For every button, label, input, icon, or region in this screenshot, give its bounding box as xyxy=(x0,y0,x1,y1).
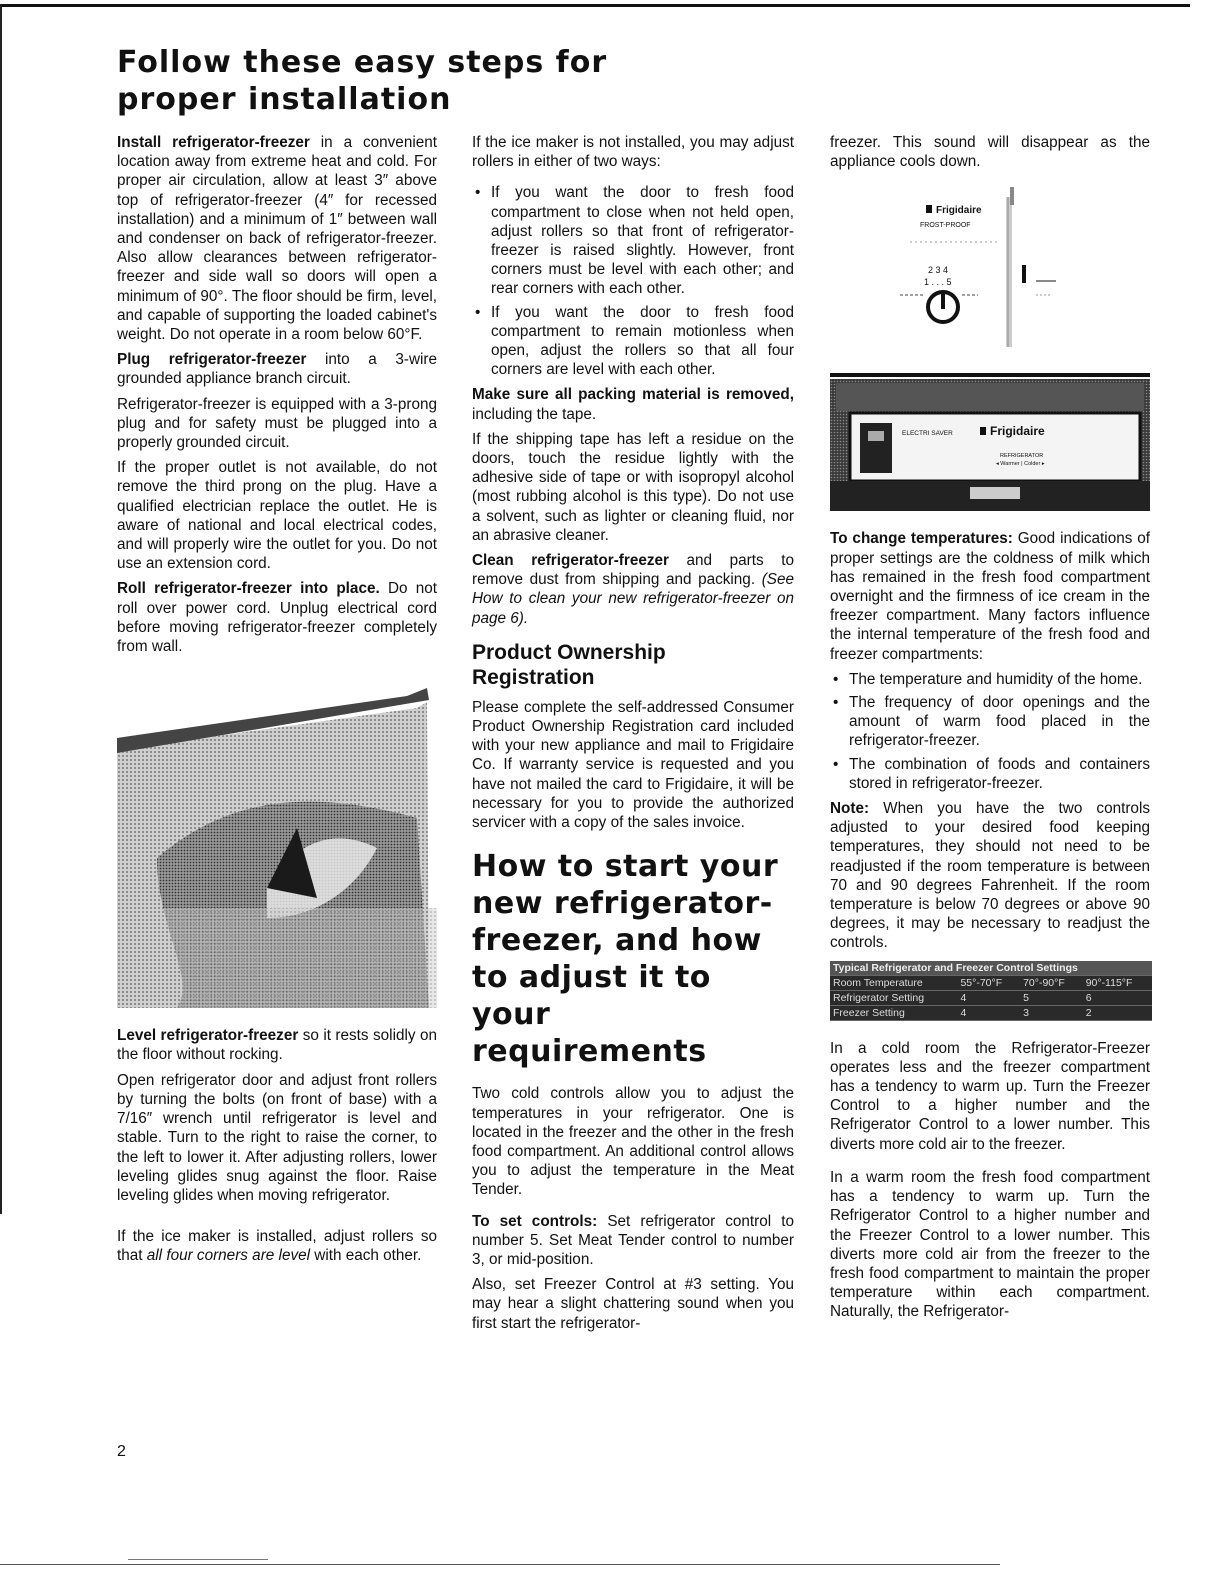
table-cell: Refrigerator Setting xyxy=(830,990,957,1005)
table-row xyxy=(830,975,1152,990)
page-title xyxy=(117,44,717,118)
hand-wrench-illustration xyxy=(117,678,437,1008)
table-cell: 4 xyxy=(957,1005,1020,1020)
plug-paragraph xyxy=(117,350,437,388)
note-paragraph xyxy=(830,799,1150,953)
start-heading-line-3: freezer, and how xyxy=(472,923,762,959)
ice-text: If the ice maker is installed, adjust rollers so that xyxy=(117,1228,437,1265)
install-paragraph xyxy=(117,133,437,344)
plug-lead: Plug refrigerator-freezer xyxy=(117,351,307,369)
set-controls-text: Set refrigerator control to number 5. Set Meat Tender control to number 3, or mid-position. xyxy=(472,1212,794,1268)
packing-lead: Make sure all packing material is removed, xyxy=(472,386,794,404)
set-controls-lead: To set controls: xyxy=(472,1212,598,1230)
packing-text: including the tape. xyxy=(472,405,597,423)
table-cell: 2 xyxy=(1083,1005,1152,1020)
ice-not-installed-paragraph: If the ice maker is not installed, you may adjust rollers in either of two ways: xyxy=(472,134,794,171)
table-cell: Room Temperature xyxy=(830,975,957,990)
change-temperatures-text: Good indications of proper settings are the coldness of milk which has remained in the fresh food compartment overnight and the firmness of ice cream in the freezer compartment. Many factors influence the internal temperature of the fresh food and freezer compartments: xyxy=(830,530,1150,663)
table-cell: 90°-115°F xyxy=(1083,975,1152,990)
left-rule xyxy=(0,4,2,1214)
residue-paragraph: If the shipping tape has left a residue on the doors, touch the residue lightly with the adhesive side of tape or with isopropyl alcohol (most rubbing alcohol is this type). Do not use a solvent, such as lighter or cleaning fluid, nor an abrasive cleaner. xyxy=(472,430,794,544)
panel-saver-label: ELECTRI SAVER xyxy=(902,430,953,438)
page-number: 2 xyxy=(117,1443,126,1460)
plug-text: into a 3-wire grounded appliance branch circuit. xyxy=(117,351,437,388)
bottom-rule xyxy=(0,1564,1000,1565)
bottom-rule-short xyxy=(128,1559,268,1560)
install-text: in a convenient location away from extreme heat and cold. For proper air circulation, allow at least 3″ above top of refrigerator-freezer (4″ for recessed installation) and a minimum of 1″ between wall and condenser on back of refrigerator-freezer. Also allow clearances between refrigerator-freezer and side wall so doors will open a minimum of 90°. The floor should be firm, level, and capable of supporting the loaded cabinet's weight. Do not operate in a room below 60°F. xyxy=(117,134,437,344)
note-text: When you have the two controls adjusted to your desired food keeping temperatures, they should not need to be readjusted if the room temperature is between 70 and 90 degrees Fahrenheit. If the room temperature is below 70 degrees or above 90 degrees, it may be necessary to readjust the controls. xyxy=(830,800,1150,952)
note-lead: Note: xyxy=(830,800,870,818)
roll-paragraph xyxy=(117,579,437,656)
dial-brand: Frigidaire xyxy=(936,205,982,217)
install-lead: Install refrigerator-freezer xyxy=(117,134,310,151)
packing-paragraph xyxy=(472,385,794,423)
table-cell: 70°-90°F xyxy=(1020,975,1083,990)
control-panel-illustration xyxy=(830,371,1150,511)
panel-brand: Frigidaire xyxy=(990,424,1045,439)
registration-heading-line-2: Registration xyxy=(472,665,595,689)
table-cell: 55°-70°F xyxy=(957,975,1020,990)
roll-text: Do not roll over power cord. Unplug electrical cord before moving refrigerator-freezer completely from wall. xyxy=(117,580,438,656)
freezer-dial-illustration xyxy=(830,177,1150,367)
panel-refrigerator-label: REFRIGERATOR xyxy=(1000,453,1044,460)
start-heading-line-2: new refrigerator- xyxy=(472,886,773,922)
list-item: • The combination of foods and containers stored in refrigerator-freezer. xyxy=(830,755,1150,793)
freezer-control-paragraph: Also, set Freezer Control at #3 setting. You may hear a slight chattering sound when you first start the refrigerator- xyxy=(472,1276,794,1332)
registration-heading xyxy=(472,640,794,690)
column-2 xyxy=(472,133,794,1339)
roller-options-list xyxy=(472,183,794,379)
control-panel-figure xyxy=(830,371,1150,511)
prong-paragraph: Refrigerator-freezer is equipped with a 3-prong plug and for safety must be plugged into a properly grounded circuit. xyxy=(117,395,437,452)
table-cell: 3 xyxy=(1020,1005,1083,1020)
list-item: • The frequency of door openings and the amount of warm food placed in the refrigerator-freezer. xyxy=(830,693,1150,751)
level-paragraph xyxy=(117,1026,437,1064)
rollers-paragraph: Open refrigerator door and adjust front rollers by turning the bolts (on front of base) with a 7/16″ wrench until refrigerator is level and stable. Turn to the right to raise the corner, to the left to lower it. After adjusting rollers, lower leveling glides snug against the floor. Raise leveling glides when moving refrigerator. xyxy=(117,1071,437,1204)
ice-end: with each other. xyxy=(310,1247,422,1265)
clean-ital: (See How to clean your new refrigerator-freezer on page 6). xyxy=(472,571,794,627)
warm-room-paragraph: In a warm room the fresh food compartment has a tendency to warm up. Turn the Refrigerator Control to a higher number and the Freezer Control to a lower number. This diverts more cold air from the freezer to the fresh food compartment to maintain the proper temperature within each compartment. Naturally, the Refrigerator- xyxy=(830,1168,1150,1321)
dial-numbers-lower: 1 . . . 5 xyxy=(924,277,952,288)
outlet-paragraph: If the proper outlet is not available, do not remove the third prong on the plug. Have a qualified electrician replace the outlet. He is aware of national and local electrical codes, and will properly wire the outlet for you. Do not use an extension cord. xyxy=(117,459,437,573)
start-heading-line-5: your requirements xyxy=(472,997,707,1070)
dial-sub: FROST-PROOF xyxy=(920,222,971,230)
list-item: • If you want the door to fresh food compartment to close when not held open, adjust rollers so that front of refrigerator-freezer is raised slightly. However, front corners must be level with each other; and rear corners with each other. xyxy=(472,183,794,298)
start-heading xyxy=(472,848,794,1070)
ice-ital: all four corners are level xyxy=(146,1247,311,1265)
table-row xyxy=(830,1005,1152,1020)
clean-text: and parts to remove dust from shipping and packing. xyxy=(472,552,794,589)
table-cell: 5 xyxy=(1020,990,1083,1005)
table-cell: 6 xyxy=(1083,990,1152,1005)
dial-numbers: 2 3 4 xyxy=(928,265,949,276)
top-rule xyxy=(0,4,1190,7)
column-3 xyxy=(830,133,1150,1328)
level-lead: Level refrigerator-freezer xyxy=(117,1027,299,1045)
change-temperatures-paragraph xyxy=(830,529,1150,663)
title-line-1: Follow these easy steps for xyxy=(117,45,608,80)
table-cell: Freezer Setting xyxy=(830,1005,957,1020)
list-item: • If you want the door to fresh food compartment to remain motionless when open, adjust the rollers so that all four corners are level with each other. xyxy=(472,303,794,380)
registration-paragraph: Please complete the self-addressed Consumer Product Ownership Registration card included with your new appliance and mail to Frigidaire Co. If warranty service is requested and you have not mailed the card to Frigidaire, it will be necessary for you to provide the authorized servicer with a copy of the sales invoice. xyxy=(472,698,794,832)
cold-controls-paragraph: Two cold controls allow you to adjust the temperatures in your refrigerator. One is located in the freezer and the other in the fresh food compartment. An additional control allows you to adjust the temperature in the Meat Tender. xyxy=(472,1085,794,1199)
start-heading-line-1: How to start your xyxy=(472,849,779,885)
set-controls-paragraph xyxy=(472,1212,794,1270)
level-text: so it rests solidly on the floor without rocking. xyxy=(117,1027,437,1064)
list-item: • The temperature and humidity of the home. xyxy=(830,670,1150,689)
start-heading-line-4: to adjust it to xyxy=(472,960,711,996)
ice-maker-installed-paragraph xyxy=(117,1227,437,1265)
roll-lead: Roll refrigerator-freezer into place. xyxy=(117,580,380,598)
registration-heading-line-1: Product Ownership xyxy=(472,640,666,664)
leveling-photo xyxy=(117,678,437,1008)
cold-room-paragraph: In a cold room the Refrigerator-Freezer operates less and the freezer compartment has a tendency to warm up. Turn the Freezer Control to a higher number and the Refrigerator Control to a lower number. This diverts more cold air to the freezer. xyxy=(830,1039,1150,1153)
column-1 xyxy=(117,133,437,1272)
panel-warmer-colder: ◂ Warmer | Colder ▸ xyxy=(996,461,1045,468)
table-row xyxy=(830,990,1152,1005)
clean-paragraph xyxy=(472,551,794,628)
table-cell: 4 xyxy=(957,990,1020,1005)
change-temperatures-lead: To change temperatures: xyxy=(830,530,1013,548)
clean-lead: Clean refrigerator-freezer xyxy=(472,552,669,570)
table-title: Typical Refrigerator and Freezer Control Settings xyxy=(830,961,1152,976)
sound-paragraph: freezer. This sound will disappear as the appliance cools down. xyxy=(830,134,1150,171)
title-line-2: proper installation xyxy=(117,82,452,117)
freezer-dial-figure xyxy=(830,177,1150,367)
temperature-factors-list xyxy=(830,670,1150,793)
control-settings-table xyxy=(830,961,1152,1021)
